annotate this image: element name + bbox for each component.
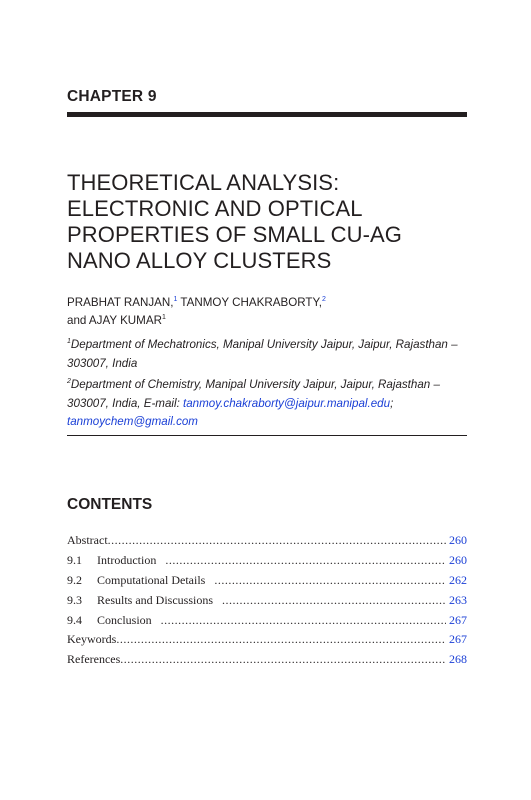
author-name: PRABHAT RANJAN, [67, 296, 174, 309]
chapter-title [67, 170, 467, 274]
affiliation-marker[interactable]: 1 [173, 296, 178, 303]
toc-entry-computational-details[interactable] [67, 573, 467, 593]
toc-entry-title: Conclusion [97, 612, 152, 627]
toc-page-link[interactable]: 267 [449, 632, 467, 647]
author-name: TANMOY CHAKRABORTY, [177, 296, 322, 309]
toc-entry-keywords[interactable] [67, 632, 467, 652]
chapter-label: CHAPTER 9 [67, 88, 157, 105]
author-list [67, 294, 467, 330]
title-line: ELECTRONIC AND OPTICAL [67, 196, 363, 221]
title-line: PROPERTIES OF SMALL CU-AG [67, 222, 403, 247]
toc-page-link[interactable]: 260 [449, 552, 467, 567]
affiliation-marker[interactable]: 2 [321, 296, 326, 303]
toc-leader-dots [161, 613, 446, 628]
affiliation-divider [67, 435, 467, 436]
affiliation-text: Department of Mechatronics, Manipal University Jaipur, Jaipur, Rajasthan – 303007, India [67, 338, 458, 370]
toc-entry-introduction[interactable] [67, 553, 467, 573]
affiliation-2 [67, 376, 469, 432]
email-separator: ; [390, 396, 394, 410]
author-name: and AJAY KUMAR [67, 314, 162, 327]
affiliation-marker: 1 [161, 314, 166, 321]
email-link-secondary[interactable]: tanmoychem@gmail.com [67, 415, 198, 428]
affiliation-number: 1 [67, 338, 71, 345]
toc-entry-number: 9.1 [67, 552, 82, 567]
toc-leader-dots [165, 553, 446, 568]
toc-leader-dots [116, 632, 446, 647]
toc-page-link[interactable]: 267 [449, 612, 467, 627]
toc-entry-number: 9.3 [67, 592, 82, 607]
toc-entry-conclusion[interactable] [67, 613, 467, 633]
toc-entry-number: 9.4 [67, 612, 82, 627]
toc-page-link[interactable]: 268 [449, 652, 467, 667]
affiliation-number: 2 [67, 378, 71, 385]
author-line-2 [67, 312, 467, 330]
author-line-1 [67, 294, 467, 312]
title-line: NANO ALLOY CLUSTERS [67, 248, 332, 273]
toc-leader-dots [108, 533, 446, 548]
toc-entry-title: Introduction [97, 552, 157, 567]
toc-entry-results[interactable] [67, 593, 467, 613]
toc-entry-abstract[interactable] [67, 533, 467, 553]
chapter-rule [67, 112, 467, 117]
toc-entry-title: Abstract [67, 533, 108, 547]
toc-page-link[interactable]: 263 [449, 592, 467, 607]
toc-entry-references[interactable] [67, 652, 467, 672]
toc-entry-title: Computational Details [97, 572, 206, 587]
contents-heading: CONTENTS [67, 496, 153, 513]
table-of-contents [67, 533, 467, 672]
toc-entry-title: Keywords [67, 632, 117, 647]
affiliation-1 [67, 336, 469, 373]
toc-entry-title: Results and Discussions [97, 592, 214, 607]
toc-page-link[interactable]: 260 [449, 533, 467, 547]
toc-entry-title: References [67, 652, 121, 667]
toc-leader-dots [120, 652, 446, 667]
toc-entry-number: 9.2 [67, 572, 82, 587]
title-line: THEORETICAL ANALYSIS: [67, 170, 340, 195]
toc-leader-dots [214, 573, 446, 588]
email-link-primary[interactable]: tanmoy.chakraborty@jaipur.manipal.edu [183, 396, 391, 410]
affiliation-text: Department of Chemistry, Manipal University Jaipur, Jaipur, Rajasthan – 303007, India, E-mail: [67, 378, 440, 410]
toc-page-link[interactable]: 262 [449, 572, 467, 587]
toc-leader-dots [222, 593, 446, 608]
